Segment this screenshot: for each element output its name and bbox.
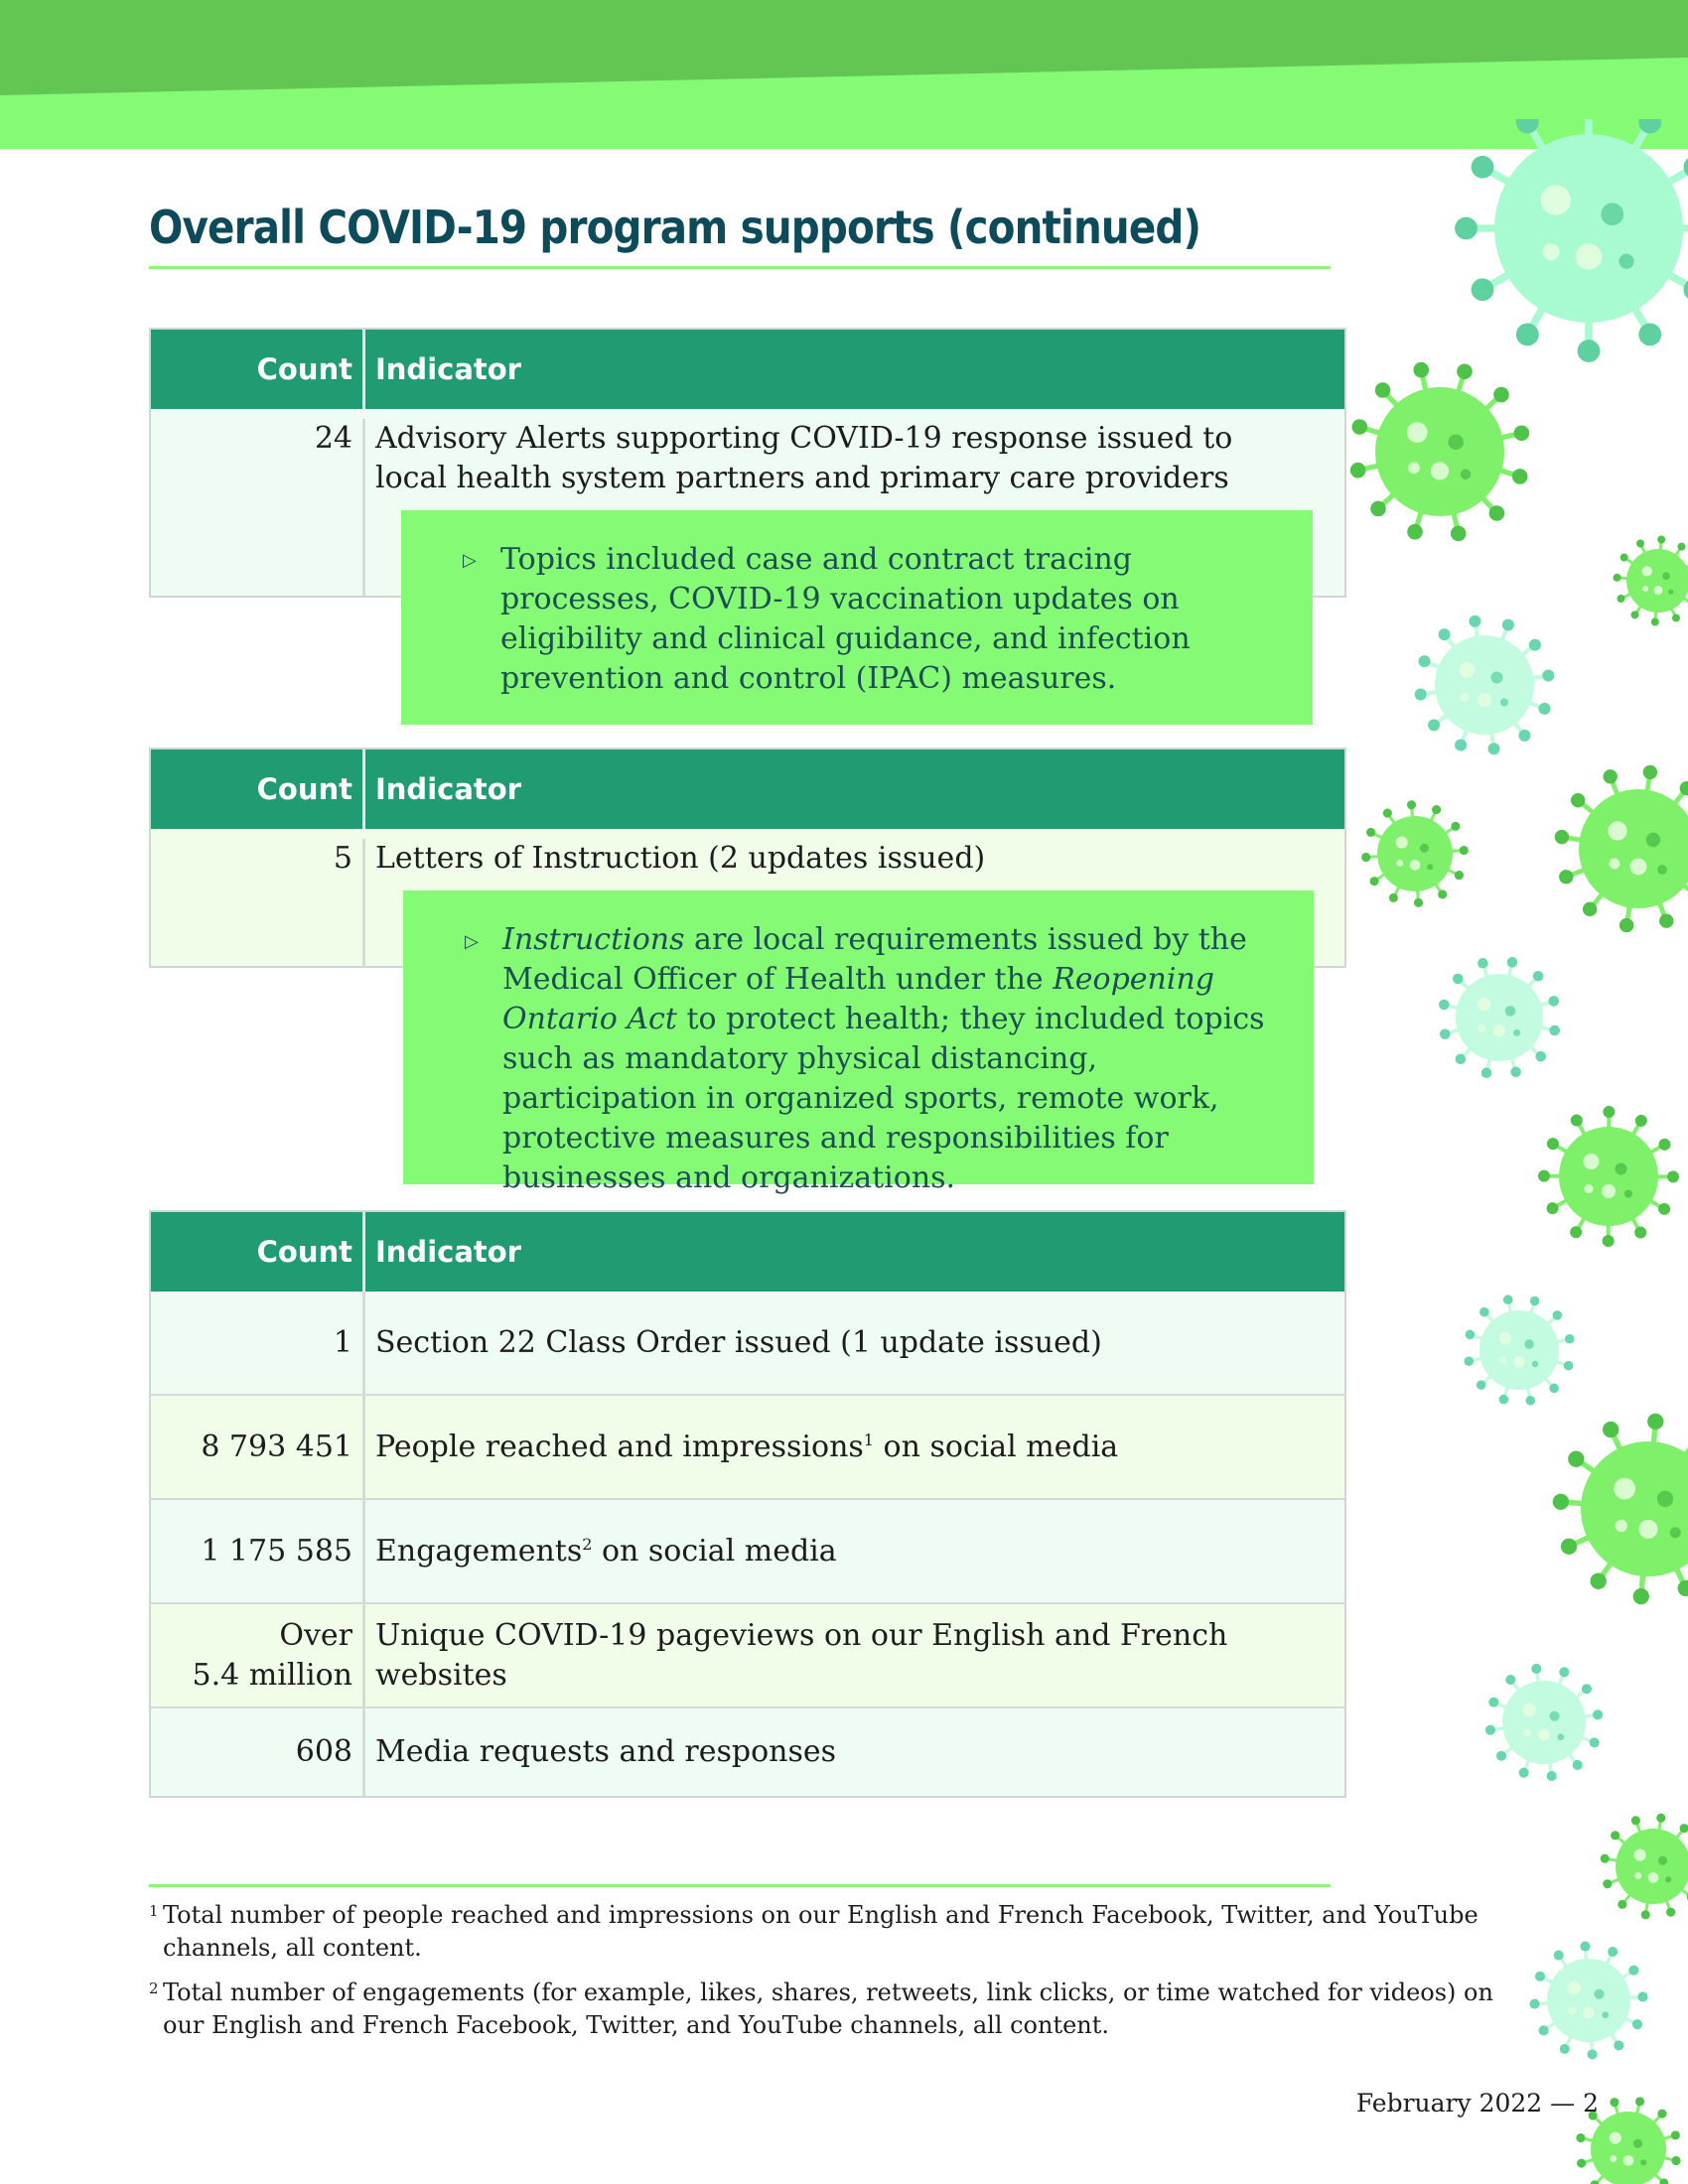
footnote-mark: 1 [149, 1902, 159, 1920]
table-row [151, 1396, 1344, 1500]
count-header: Count [151, 330, 365, 409]
table-header [151, 330, 1344, 409]
count-cell: 24 [151, 419, 365, 596]
virus-decoration [1321, 119, 1688, 2184]
table-row [151, 1604, 1344, 1708]
table-row [151, 1292, 1344, 1396]
virus-icon [1485, 1664, 1603, 1781]
footnote-2 [149, 1977, 1499, 2042]
count-cell: Over 5.4 million [151, 1604, 365, 1706]
table-row [151, 1708, 1344, 1796]
indicator-header: Indicator [375, 772, 521, 806]
indicator-cell: Advisory Alerts supporting COVID-19 response issued to local health system partners and primary care providers [375, 421, 1233, 495]
callout-text: Topics included case and contract tracing processes, COVID-19 vaccination updates on eligibility and clinical guidance, and infection prevention and control (IPAC) measures. [500, 542, 1191, 696]
indicator-table-3 [149, 1210, 1346, 1798]
virus-icon [1553, 1414, 1688, 1605]
virus-icon [1455, 119, 1688, 362]
callout-box-2 [403, 890, 1314, 1195]
virus-icon [1350, 362, 1529, 541]
table-header [151, 1212, 1344, 1292]
virus-icon [1601, 1814, 1688, 1920]
count-header: Count [151, 1212, 365, 1292]
footnote-mark: 2 [149, 1979, 159, 1997]
virus-icon [1555, 765, 1688, 933]
indicator-cell: Section 22 Class Order issued (1 update issued) [375, 1324, 1102, 1360]
virus-icon [1538, 1106, 1679, 1247]
virus-icon [1361, 800, 1469, 907]
table-row [151, 1500, 1344, 1604]
footnote-divider [149, 1884, 1331, 1887]
footnote-1 [149, 1899, 1499, 1965]
triangle-bullet-icon: ▷ [463, 550, 477, 571]
table-header [151, 750, 1344, 829]
indicator-cell: Media requests and responses [375, 1734, 837, 1769]
virus-icon [1464, 1295, 1574, 1405]
callout-box-1 [401, 510, 1313, 725]
virus-icon [1614, 536, 1688, 626]
footnote-ref-1: 1 [863, 1430, 874, 1449]
footnote-text: Total number of people reached and impressions on our English and French Facebook, Twitter, and YouTube channels, all content. [163, 1901, 1478, 1962]
count-cell: 5 [151, 839, 365, 966]
page-footer: February 2022 — 2 [1355, 2089, 1599, 2117]
indicator-cell: People reached and impressions$^1$ on social media [375, 1429, 1119, 1464]
count-header: Count [151, 750, 365, 829]
virus-icon [1439, 957, 1560, 1078]
triangle-bullet-icon: ▷ [465, 931, 479, 952]
footnote-ref-2: 2 [582, 1534, 593, 1554]
title-divider [149, 266, 1331, 269]
page-title: Overall COVID-19 program supports (continued) [149, 201, 1201, 254]
indicator-header: Indicator [375, 1235, 521, 1269]
virus-icon [1529, 1941, 1647, 2059]
indicator-cell: Engagements$^2$ on social media [375, 1533, 837, 1569]
count-cell: 8 793 451 [151, 1396, 365, 1498]
indicator-header: Indicator [375, 352, 521, 386]
count-cell: 1 175 585 [151, 1500, 365, 1602]
indicator-cell: Letters of Instruction (2 updates issued) [375, 841, 986, 876]
count-cell: 1 [151, 1292, 365, 1394]
count-cell: 608 [151, 1708, 365, 1796]
indicator-cell: Unique COVID-19 pageviews on our English and French websites [375, 1617, 1228, 1693]
virus-icon [1415, 615, 1555, 755]
footnote-text: Total number of engagements (for example, likes, shares, retweets, link clicks, or time watched for videos) on our English and French Facebook, Twitter, and YouTube channels, all content. [163, 1979, 1493, 2039]
callout-text: Instructions are local requirements issued by the Medical Officer of Health under the Reopening Ontario Act to protect health; they included topics such as mandatory physical distancing, participation in organized sports, remote work, protective measures and responsibilities for businesses and organizations. [502, 922, 1265, 1195]
